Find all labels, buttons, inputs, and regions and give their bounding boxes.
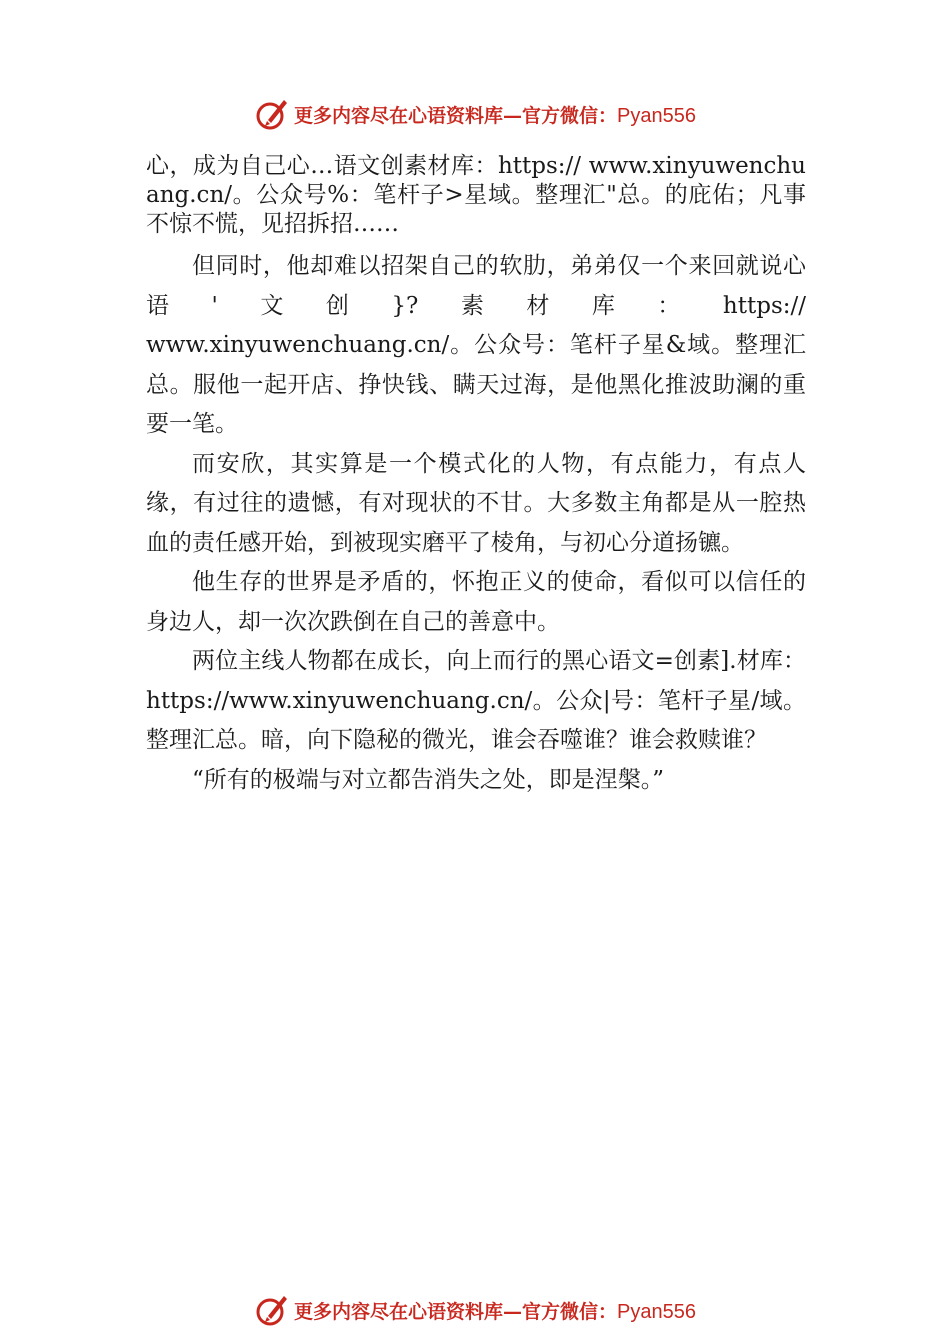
paragraph-6-quote: “所有的极端与对立都告消失之处，即是涅槃。” [192, 766, 665, 793]
banner-text: 更多内容尽在心语资料库—官方微信：Pyan556 [294, 104, 696, 127]
article-body [146, 152, 806, 800]
paragraph-4: 他生存的世界是矛盾的，怀抱正义的使命，看似可以信任的身边人，却一次次跌倒在自己的善意中。 [146, 569, 806, 635]
banner-text: 更多内容尽在心语资料库—官方微信：Pyan556 [294, 1300, 696, 1323]
paragraph-3: 而安欣，其实算是一个模式化的人物，有点能力，有点人缘，有过往的遗憾，有对现状的不甘。大多数主角都是从一腔热血的责任感开始，到被现实磨平了棱角，与初心分道扬镳。 [146, 450, 806, 556]
paragraph-5: 两位主线人物都在成长，向上而行的黑心语文=创素].材库：https://www.xinyuwenchuang.cn/。公众|号：笔杆子星/域。整理汇总。暗，向下隐秘的微光，谁会吞噬谁？谁会救赎谁？ [146, 648, 806, 753]
paragraph-2-continued: www.xinyuwenchuang.cn/。公众号：笔杆子星&域。整理汇总。服他一起开店、挣快钱、瞒天过海，是他黑化推波助澜的重要一笔。 [146, 332, 806, 437]
paragraph-1: 心，成为自己心…语文创素材库：https:// www.xinyuwenchuang.cn/。公众号%：笔杆子>星域。整理汇"总。的庇佑；凡事不惊不慌，见招拆招…… [146, 153, 806, 237]
footer-banner [0, 1290, 950, 1330]
paragraph-2-line-1: 但同时，他却难以招架自己的软肋，弟弟仅一个来回就说心语'文创}?素材库：https:// [146, 253, 806, 319]
quill-pen-logo-icon [254, 1292, 290, 1328]
header-banner [0, 94, 950, 134]
quill-pen-logo-icon [254, 96, 290, 132]
